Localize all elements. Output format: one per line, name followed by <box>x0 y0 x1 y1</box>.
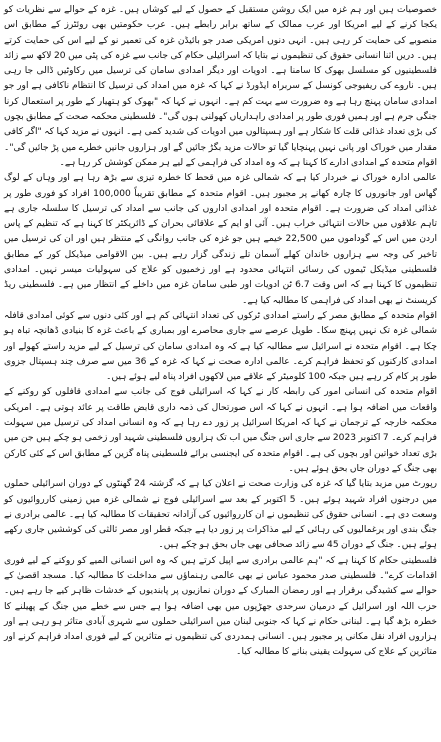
article-paragraph: عالمی ادارہ خوراک نے خبردار کیا ہے کہ شمالی غزہ میں قحط کا خطرہ تیزی سے بڑھ رہا ہے اور وہاں کے لوگ گھاس اور جانوروں کا چارہ کھانے پر مجبور ہیں۔ اقوام متحدہ کے مطابق تقریباً 100,000 افراد کو فوری طور پر غذائی امداد کی ضرورت ہے۔ اقوام متحدہ اور امدادی اداروں کی جانب سے امداد کی ترسیل کا سلسلہ جاری ہے تاہم علاقوں میں حالات انتہائی خراب ہیں۔ آئی او ایم کے علاقائی بحران کے ڈائریکٹر کا کہنا ہے کہ تنظیم کے پاس اردن میں اس کے گوداموں میں 22,500 خیمے ہیں جو غزہ کی جانب روانگی کے منتظر ہیں اور ان کی ترسیل میں تاخیر کی وجہ سے ہزاروں خاندان کھلے آسمان تلے زندگی گزار رہے ہیں۔ بین الاقوامی میڈیکل کور کے مطابق فلسطینی میڈیکل ٹیموں کی رسائی انتہائی محدود ہے اور زخمیوں کو علاج کی سہولیات میسر نہیں۔ امدادی تنظیموں کا کہنا ہے کہ اس وقت 6.7 ٹن ادویات اور طبی سامان غزہ میں داخلے کے انتظار میں ہے۔ فلسطینی ریڈ کریسنٹ نے بھی امداد کی فراہمی کا مطالبہ کیا ہے۔ <box>4 173 437 306</box>
article-body <box>4 3 437 661</box>
article-paragraph: خصوصیات ہیں اور ہم غزہ میں ایک روشن مستقبل کے حصول کے لیے کوشاں ہیں۔ غزہ کے حوالے سے نظریات کو یکجا کرنے کے لیے امریکا اور عرب ممالک کے ساتھ برابر رابطے ہیں۔ عرب حکومتیں بھی روئٹرز کے مطابق اس منصوبے کی حمایت کر رہی ہیں۔ انہی دنوں امریکی صدر جو بائیڈن غزہ کی تعمیر نو کے لیے اس کی حمایت کرتے ہیں۔ دریں اثنا انسانی حقوق کی تنظیموں نے بتایا کہ اسرائیلی حکام کی جانب سے غزہ کی پٹی میں 20 لاکھ سے زائد فلسطینیوں کو مسلسل بھوک کا سامنا ہے۔ ادویات اور دیگر امدادی سامان کی ترسیل میں رکاوٹیں ڈالی جا رہی ہیں۔ ناروے کی ریفیوجی کونسل کے سربراہ ایڈورڈ نے کہا کہ غزہ میں امداد کی ترسیل کا انتظام ناکافی ہے اور جو امدادی سامان پہنچ رہا ہے وہ ضرورت سے بہت کم ہے۔ انہوں نے کہا کہ "بھوک کو ہتھیار کے طور پر استعمال کرنا جنگی جرم ہے اور ہمیں فوری طور پر امدادی راہداریاں کھولنی ہوں گی"۔ فلسطینی محکمہ صحت کے مطابق بچوں کی بڑی تعداد غذائی قلت کا شکار ہے اور ہسپتالوں میں ادویات کی شدید کمی ہے۔ انہوں نے مزید کہا کہ "اگر کافی مقدار میں خوراک اور پانی نہیں پہنچایا گیا تو حالات مزید بگڑ جائیں گے اور ہزاروں جانیں خطرے میں پڑ جائیں گی"۔ اقوام متحدہ کے امدادی ادارے کا کہنا ہے کہ وہ امداد کی فراہمی کے لیے ہر ممکن کوشش کر رہا ہے۔ <box>4 5 437 168</box>
article-paragraph: فلسطینی حکام کا کہنا ہے کہ "ہم عالمی برادری سے اپیل کرتے ہیں کہ وہ اس انسانی المیے کو روکنے کے لیے فوری اقدامات کرے"۔ فلسطینی صدر محمود عباس نے بھی عالمی رہنماؤں سے مداخلت کا مطالبہ کیا۔ مسجد اقصیٰ کے حوالے سے کشیدگی برقرار ہے اور رمضان المبارک کے دوران نمازیوں پر پابندیوں کے خدشات ظاہر کیے جا رہے ہیں۔ حزب اللہ اور اسرائیل کے درمیان سرحدی جھڑپوں میں بھی اضافہ ہوا ہے جس سے خطے میں جنگ کے پھیلنے کا خطرہ بڑھ گیا ہے۔ لبنانی حکام نے کہا کہ جنوبی لبنان میں اسرائیلی حملوں سے شہری آبادی متاثر ہو رہی ہے اور ہزاروں افراد نقل مکانی پر مجبور ہیں۔ انسانی ہمدردی کی تنظیموں نے متاثرین کے لیے فوری امداد فراہم کرنے اور متاثرین کے علاج کی سہولت یقینی بنانے کا مطالبہ کیا۔ <box>4 555 437 658</box>
article-paragraph: اقوام متحدہ کے مطابق مصر کے راستے امدادی ٹرکوں کی تعداد انتہائی کم ہے اور کئی دنوں سے کوئی امدادی قافلہ شمالی غزہ تک نہیں پہنچ سکا۔ طویل عرصے سے جاری محاصرے اور بمباری کے باعث غزہ کا بنیادی ڈھانچہ تباہ ہو چکا ہے۔ اقوام متحدہ نے اسرائیل سے مطالبہ کیا ہے کہ وہ امدادی سامان کی ترسیل کے لیے مزید راستے کھولے اور امدادی کارکنوں کو تحفظ فراہم کرے۔ عالمی ادارہ صحت نے کہا کہ غزہ کے 36 میں سے صرف چند ہسپتال جزوی طور پر کام کر رہے ہیں جبکہ 100 کلومیٹر کے علاقے میں لاکھوں افراد پناہ لیے ہوئے ہیں۔ <box>4 310 437 383</box>
article-paragraph: رپورٹ میں مزید بتایا گیا کہ غزہ کی وزارت صحت نے اعلان کیا ہے کہ گزشتہ 24 گھنٹوں کے دوران اسرائیلی حملوں میں درجنوں افراد شہید ہوئے ہیں۔ 5 اکتوبر کے بعد سے اسرائیلی فوج نے شمالی غزہ میں زمینی کارروائیوں کو وسعت دی ہے۔ انسانی حقوق کی تنظیموں نے ان کارروائیوں کی آزادانہ تحقیقات کا مطالبہ کیا ہے۔ عالمی برادری نے جنگ بندی اور یرغمالیوں کی رہائی کے لیے مذاکرات پر زور دیا ہے جبکہ قطر اور مصر ثالثی کی کوششیں جاری رکھے ہوئے ہیں۔ جنگ کے دوران 45 سے زائد صحافی بھی جاں بحق ہو چکے ہیں۔ <box>4 479 437 551</box>
article-paragraph: اقوام متحدہ کی انسانی امور کی رابطہ کار نے کہا کہ اسرائیلی فوج کی جانب سے امدادی قافلوں کو روکنے کے واقعات میں اضافہ ہوا ہے۔ انہوں نے کہا کہ اس صورتحال کی ذمہ داری قابض طاقت پر عائد ہوتی ہے۔ امریکی محکمہ خارجہ کے ترجمان نے کہا کہ امریکا اسرائیل پر زور دے رہا ہے کہ وہ انسانی امداد کی ترسیل میں سہولت فراہم کرے۔ 7 اکتوبر 2023 سے جاری اس جنگ میں اب تک ہزاروں فلسطینی شہید اور زخمی ہو چکے ہیں جن میں بڑی تعداد خواتین اور بچوں کی ہے۔ اقوام متحدہ کی ایجنسی برائے فلسطینی پناہ گزین کے مطابق اس کے کئی کارکن بھی جنگ کے دوران جاں بحق ہوئے ہیں۔ <box>4 387 437 474</box>
